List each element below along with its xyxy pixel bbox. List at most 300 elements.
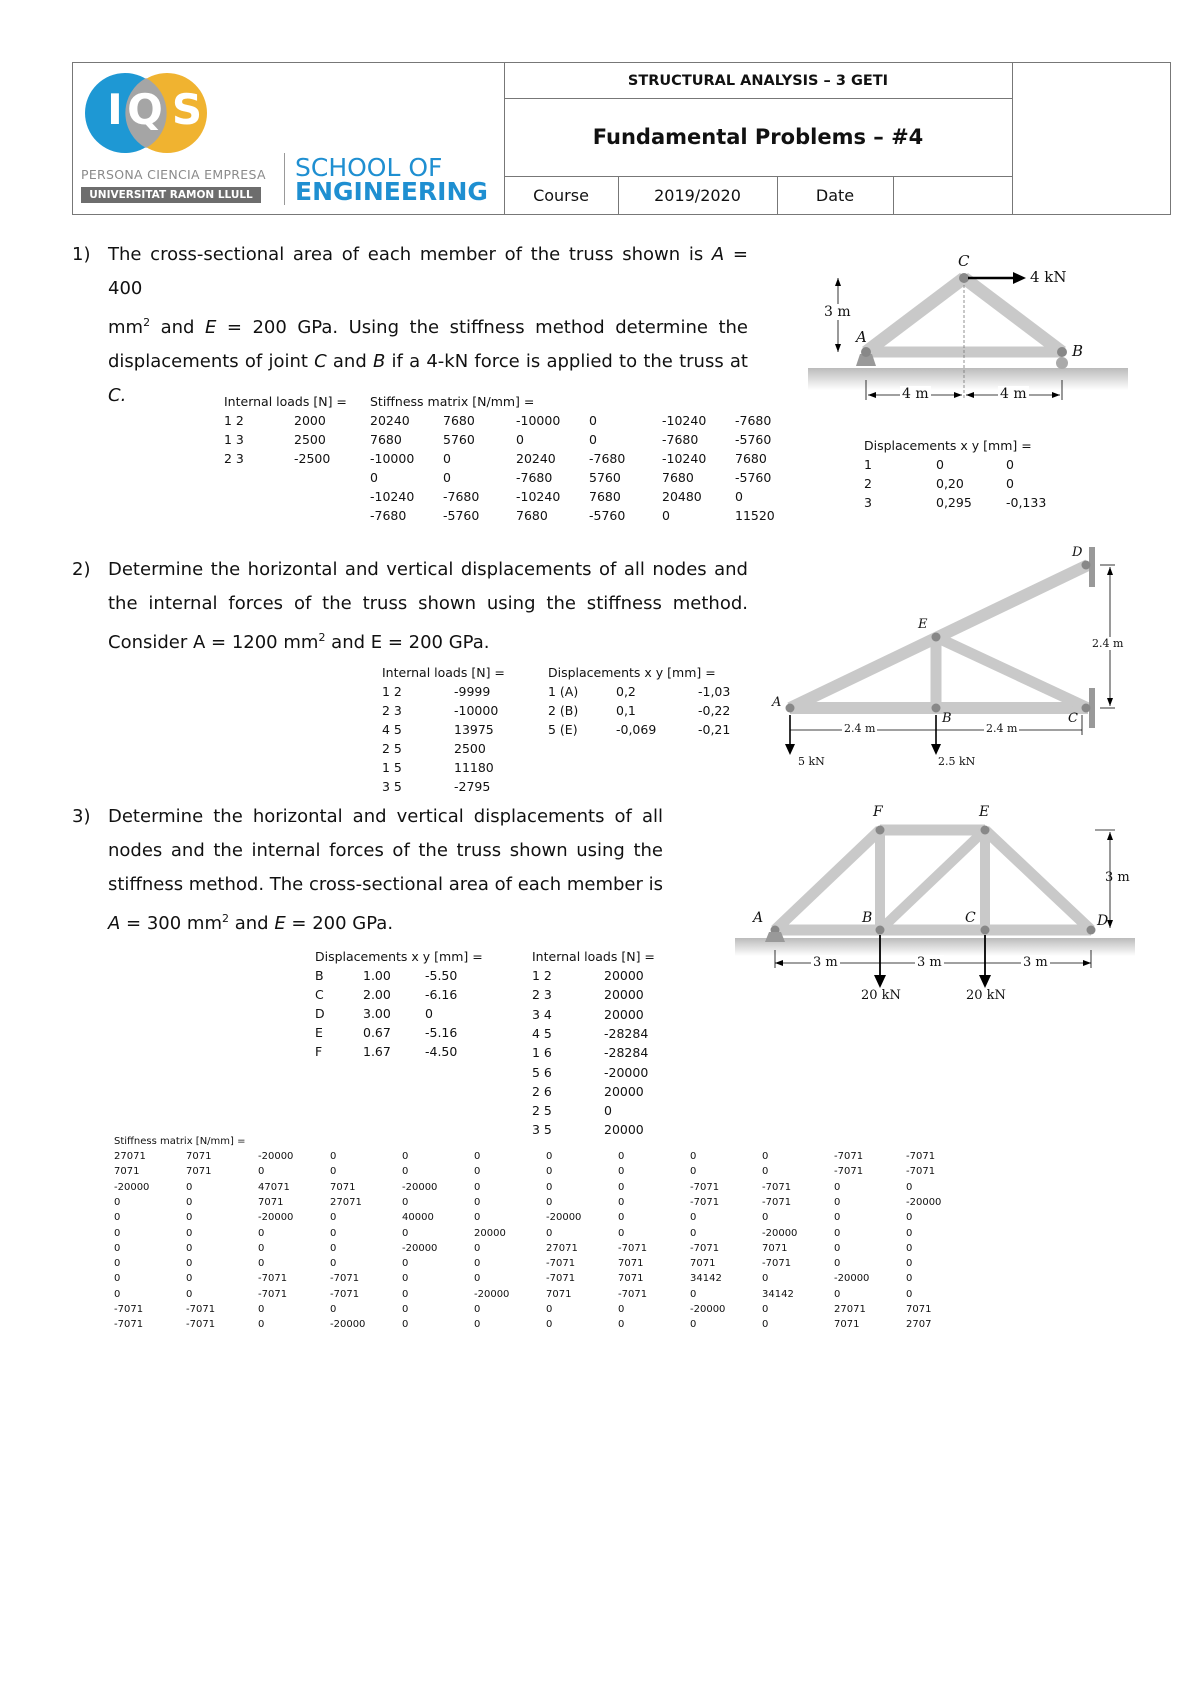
matrix-cell: 0 [402,1196,409,1208]
table-cell: 1 [864,457,872,472]
table-cell: 2500 [294,432,326,447]
q3-height-label: 3 m [1105,870,1130,885]
matrix-cell: 0 [186,1181,193,1193]
matrix-cell: 0 [330,1151,337,1162]
q3-stiffness-title: Stiffness matrix [N/mm] = [114,1136,246,1147]
matrix-cell: 0 [402,1227,409,1239]
table-cell: 0,2 [616,684,636,699]
doc-title: Fundamental Problems – #4 [592,125,924,149]
course-value: 2019/2020 [654,185,741,205]
matrix-cell: 0 [186,1258,193,1270]
table-cell: 1 3 [224,432,244,447]
matrix-cell: 7071 [906,1304,932,1315]
matrix-cell: 0 [443,451,451,466]
matrix-cell: 7071 [186,1151,212,1162]
matrix-cell: 7071 [834,1319,860,1331]
table-cell: 0 [425,1006,433,1021]
matrix-cell: -7071 [762,1196,792,1208]
matrix-cell: 0 [546,1166,553,1178]
q2-force1-label: 5 kN [798,755,825,768]
q2-text: Determine the horizontal and vertical displacements of all nodes and the internal forces of the truss shown using the stiffness method. Consider A = 1200 $mm^2$ and E = 200 GPa. [108,559,748,653]
q2-internal-title: Internal loads [N] = [382,665,505,680]
table-cell: 0 [1006,457,1014,472]
table-cell: F [315,1044,323,1059]
matrix-cell: 0 [516,432,524,447]
matrix-cell: -7071 [186,1304,216,1315]
matrix-cell: 7071 [546,1288,572,1300]
q1-label-B: B [1072,342,1084,360]
matrix-cell: -7071 [258,1273,288,1285]
date-label: Date [815,185,855,205]
matrix-cell: 0 [258,1304,265,1315]
matrix-cell: 0 [474,1304,481,1315]
q1-stiffness-title: Stiffness matrix [N/mm] = [370,394,535,409]
matrix-cell: 0 [474,1196,481,1208]
matrix-cell: -5760 [589,508,626,523]
matrix-cell: -20000 [258,1151,294,1162]
q2-width2-label: 2.4 m [986,722,1018,735]
table-cell: 1 6 [532,1045,552,1061]
matrix-cell: 0 [762,1319,769,1331]
matrix-cell: 0 [114,1212,121,1224]
divider [1012,63,1013,214]
matrix-cell: -7071 [762,1258,792,1270]
table-cell: 2 6 [532,1083,552,1099]
matrix-cell: -20000 [474,1288,510,1300]
matrix-cell: 0 [258,1242,265,1254]
matrix-cell: 0 [186,1227,193,1239]
matrix-cell: -10240 [516,489,561,504]
matrix-cell: -7071 [906,1166,936,1178]
matrix-cell: 0 [186,1196,193,1208]
table-cell: 1.00 [363,968,391,983]
matrix-cell: 0 [618,1319,625,1331]
matrix-cell: 0 [906,1227,913,1239]
matrix-cell: -7680 [370,508,407,523]
matrix-cell: 0 [834,1181,841,1193]
matrix-cell: 0 [618,1181,625,1193]
matrix-cell: 20240 [370,413,410,428]
matrix-cell: 0 [402,1319,409,1331]
matrix-cell: 0 [546,1304,553,1315]
matrix-cell: -20000 [690,1304,726,1315]
matrix-cell: -5760 [735,470,772,485]
matrix-cell: 11520 [735,508,775,523]
matrix-cell: 7071 [690,1258,716,1270]
matrix-cell: 0 [370,470,378,485]
matrix-cell: 7680 [735,451,767,466]
table-cell: 3 4 [532,1006,552,1022]
matrix-cell: 7071 [186,1166,212,1178]
q1-force-label: 4 kN [1030,268,1067,286]
matrix-cell: 0 [762,1304,769,1315]
table-cell: 5 (E) [548,722,578,737]
matrix-cell: -20000 [402,1181,438,1193]
q3-label-A: A [753,910,764,926]
matrix-cell: 0 [834,1258,841,1270]
matrix-cell: 0 [618,1212,625,1224]
matrix-cell: -7071 [906,1151,936,1162]
matrix-cell: 0 [402,1166,409,1178]
matrix-cell: -7071 [114,1319,144,1331]
table-cell: 3.00 [363,1006,391,1021]
table-cell: -0,22 [698,703,731,718]
q3-internal-title: Internal loads [N] = [532,949,655,964]
q2-number: 2) [72,559,91,580]
matrix-cell: 0 [258,1258,265,1270]
school-line2: ENGINEERING [295,177,488,206]
table-cell: 1 (A) [548,684,579,699]
table-cell: -20000 [604,1064,649,1080]
q1-width2-label: 4 m [1000,386,1027,402]
matrix-cell: 0 [618,1166,625,1178]
matrix-cell: -7071 [258,1288,288,1300]
matrix-cell: -10000 [370,451,415,466]
matrix-cell: 0 [114,1227,121,1239]
table-cell: B [315,968,324,983]
table-cell: -2795 [454,779,491,794]
matrix-cell: 0 [690,1288,697,1300]
matrix-cell: -20000 [906,1196,942,1208]
table-cell: -0,069 [616,722,657,737]
matrix-cell: 7680 [662,470,694,485]
table-cell: 1.67 [363,1044,391,1059]
matrix-cell: 0 [474,1166,481,1178]
matrix-cell: -7071 [690,1242,720,1254]
q3-label-F: F [873,804,883,820]
table-cell: 20000 [604,987,644,1003]
matrix-cell: 2707 [906,1319,932,1331]
matrix-cell: 0 [330,1227,337,1239]
table-cell: 2 5 [382,741,402,756]
matrix-cell: 0 [690,1166,697,1178]
table-cell: 1 2 [532,968,552,983]
matrix-cell: -10000 [516,413,561,428]
matrix-cell: 0 [443,470,451,485]
table-cell: -5.50 [425,968,458,983]
table-cell: 2 [864,476,872,491]
matrix-cell: 20240 [516,451,556,466]
university-bar: UNIVERSITAT RAMON LLULL [81,187,261,203]
matrix-cell: 0 [762,1166,769,1178]
matrix-cell: 0 [906,1212,913,1224]
matrix-cell: -7071 [690,1181,720,1193]
matrix-cell: 0 [186,1288,193,1300]
matrix-cell: 0 [589,432,597,447]
matrix-cell: 0 [834,1212,841,1224]
matrix-cell: -7680 [443,489,480,504]
matrix-cell: 0 [589,413,597,428]
matrix-cell: 7071 [258,1196,284,1208]
table-cell: 20000 [604,968,644,983]
matrix-cell: 0 [186,1242,193,1254]
matrix-cell: 0 [735,489,743,504]
table-cell: 2000 [294,413,326,428]
table-cell: -4.50 [425,1044,458,1059]
matrix-cell: 0 [906,1242,913,1254]
matrix-cell: 0 [906,1258,913,1270]
table-cell: D [315,1006,325,1021]
q3-width2-label: 3 m [917,955,942,970]
q3-number: 3) [72,806,91,827]
table-cell: 0,295 [936,495,972,510]
q2-label-A: A [772,695,782,710]
matrix-cell: 27071 [834,1304,866,1315]
logo-divider [284,153,285,205]
q3-width1-label: 3 m [813,955,838,970]
matrix-cell: -7071 [330,1288,360,1300]
matrix-cell: -20000 [114,1181,150,1193]
matrix-cell: -7680 [516,470,553,485]
q3-label-D: D [1097,913,1109,929]
matrix-cell: 7680 [589,489,621,504]
table-cell: -1,03 [698,684,731,699]
matrix-cell: 0 [402,1304,409,1315]
table-cell: 20000 [604,1122,644,1138]
matrix-cell: 20000 [474,1227,506,1239]
matrix-cell: -20000 [330,1319,366,1331]
table-cell: 5 6 [532,1064,552,1080]
logo-letter-s: S [171,85,203,134]
matrix-cell: -20000 [258,1212,294,1224]
table-cell: 3 5 [532,1122,552,1138]
table-cell: 2 3 [532,987,552,1003]
table-cell: 0,20 [936,476,964,491]
matrix-cell: -5760 [735,432,772,447]
matrix-cell: 0 [330,1304,337,1315]
matrix-cell: -20000 [402,1242,438,1254]
table-cell: -28284 [604,1025,649,1041]
q1-label-C: C [958,252,970,270]
matrix-cell: 0 [690,1227,697,1239]
table-cell: 11180 [454,760,494,775]
matrix-cell: 47071 [258,1181,290,1193]
matrix-cell: 0 [690,1319,697,1331]
table-cell: 2.00 [363,987,391,1002]
q3-text: Determine the horizontal and vertical displacements of all nodes and the internal forces of the truss shown using the stiffness method. The cross-sectional area of each member is A = 300 $mm^2$ and E = 200 GPa. [108,806,663,934]
matrix-cell: 0 [114,1196,121,1208]
q1-width1-label: 4 m [902,386,929,402]
matrix-cell: 0 [474,1242,481,1254]
matrix-cell: 34142 [762,1288,794,1300]
table-cell: 2 3 [382,703,402,718]
matrix-cell: 20480 [662,489,702,504]
matrix-cell: 0 [906,1181,913,1193]
matrix-cell: 0 [402,1258,409,1270]
matrix-cell: 0 [546,1181,553,1193]
table-cell: -28284 [604,1045,649,1061]
matrix-cell: 0 [474,1151,481,1162]
q2-label-C: C [1068,711,1078,726]
matrix-cell: -7680 [589,451,626,466]
matrix-cell: 7071 [330,1181,356,1193]
matrix-cell: 7680 [443,413,475,428]
table-cell: 4 5 [532,1025,552,1041]
q1-text: The cross-sectional area of each member of the truss shown is A = 400 $mm^2$ and E = 200 GPa. Using the stiffness method determine the displacements of joint C and B if a 4-kN force is applied to the truss at C. [108,244,748,406]
matrix-cell: -7071 [186,1319,216,1331]
matrix-cell: 7680 [516,508,548,523]
q1-height-label: 3 m [824,304,851,320]
matrix-cell: 0 [618,1151,625,1162]
matrix-cell: -20000 [834,1273,870,1285]
matrix-cell: 0 [762,1212,769,1224]
table-cell: 0,1 [616,703,636,718]
table-cell: 1 2 [224,413,244,428]
logo-letter-q: Q [127,85,163,134]
matrix-cell: 0 [546,1227,553,1239]
table-cell: 1 2 [382,684,402,699]
matrix-cell: 0 [474,1319,481,1331]
table-cell: 2500 [454,741,486,756]
matrix-cell: 0 [474,1258,481,1270]
q3-label-B: B [862,910,873,926]
matrix-cell: 0 [402,1151,409,1162]
table-cell: C [315,987,324,1002]
q2-width1-label: 2.4 m [844,722,876,735]
matrix-cell: 0 [330,1166,337,1178]
matrix-cell: -7071 [546,1273,576,1285]
date-value [893,176,1012,214]
matrix-cell: 5760 [589,470,621,485]
matrix-cell: 0 [546,1196,553,1208]
matrix-cell: 0 [402,1273,409,1285]
matrix-cell: 0 [546,1151,553,1162]
table-cell: 20000 [604,1083,644,1099]
matrix-cell: 0 [474,1273,481,1285]
table-cell: E [315,1025,323,1040]
table-cell: 4 5 [382,722,402,737]
matrix-cell: -20000 [762,1227,798,1239]
matrix-cell: 0 [114,1242,121,1254]
matrix-cell: -7071 [762,1181,792,1193]
q3-truss-figure [735,800,1135,1005]
table-cell: 3 5 [382,779,402,794]
matrix-cell: 7071 [618,1258,644,1270]
q2-truss-figure [770,545,1130,775]
matrix-cell: -7071 [330,1273,360,1285]
matrix-cell: -5760 [443,508,480,523]
matrix-cell: 0 [834,1196,841,1208]
table-cell: -5.16 [425,1025,458,1040]
matrix-cell: 0 [186,1212,193,1224]
table-cell: 2 3 [224,451,244,466]
matrix-cell: 5760 [443,432,475,447]
matrix-cell: 0 [906,1273,913,1285]
matrix-cell: -7071 [114,1304,144,1315]
matrix-cell: -10240 [662,451,707,466]
matrix-cell: 0 [474,1212,481,1224]
matrix-cell: 0 [906,1288,913,1300]
q1-truss-figure [808,250,1128,420]
matrix-cell: -7680 [662,432,699,447]
matrix-cell: -7071 [618,1288,648,1300]
matrix-cell: -7071 [618,1242,648,1254]
table-cell: 13975 [454,722,494,737]
matrix-cell: 0 [114,1258,121,1270]
table-cell: -10000 [454,703,499,718]
table-cell: -2500 [294,451,331,466]
matrix-cell: 27071 [546,1242,578,1254]
table-cell: 0 [1006,476,1014,491]
matrix-cell: 0 [690,1212,697,1224]
matrix-cell: 0 [330,1212,337,1224]
q2-label-D: D [1072,545,1083,560]
q3-label-E: E [979,804,990,820]
q2-label-B: B [942,711,952,726]
table-cell: -6.16 [425,987,458,1002]
matrix-cell: 0 [662,508,670,523]
matrix-cell: 0 [258,1319,265,1331]
table-cell: 0 [936,457,944,472]
matrix-cell: 7071 [762,1242,788,1254]
matrix-cell: 0 [330,1242,337,1254]
header-table [72,62,1171,215]
q2-height-label: 2.4 m [1092,637,1124,650]
matrix-cell: 0 [258,1166,265,1178]
matrix-cell: -7071 [834,1166,864,1178]
q3-width3-label: 3 m [1023,955,1048,970]
matrix-cell: 0 [330,1258,337,1270]
matrix-cell: 0 [258,1227,265,1239]
matrix-cell: -7680 [735,413,772,428]
table-cell: -0,21 [698,722,731,737]
table-cell: 0 [604,1103,612,1119]
matrix-cell: 0 [618,1196,625,1208]
matrix-cell: 0 [402,1288,409,1300]
matrix-cell: 0 [618,1227,625,1239]
matrix-cell: 0 [618,1304,625,1315]
matrix-cell: 0 [834,1227,841,1239]
table-cell: 2 (B) [548,703,579,718]
matrix-cell: -7071 [546,1258,576,1270]
table-cell: -9999 [454,684,491,699]
q3-force1-label: 20 kN [861,988,901,1003]
matrix-cell: 7071 [114,1166,140,1178]
matrix-cell: 7680 [370,432,402,447]
matrix-cell: 0 [834,1242,841,1254]
matrix-cell: 0 [474,1181,481,1193]
q2-disp-title: Displacements x y [mm] = [548,665,716,680]
q1-label-A: A [856,328,867,346]
matrix-cell: -10240 [662,413,707,428]
matrix-cell: 34142 [690,1273,722,1285]
matrix-cell: 0 [546,1319,553,1331]
q1-disp-title: Displacements x y [mm] = [864,438,1032,453]
matrix-cell: -7071 [834,1151,864,1162]
table-cell: 0.67 [363,1025,391,1040]
course-label: Course [533,185,589,205]
q3-label-C: C [965,910,976,926]
q1-internal-title: Internal loads [N] = [224,394,347,409]
q3-disp-title: Displacements x y [mm] = [315,949,483,964]
q2-label-E: E [918,617,928,632]
matrix-cell: 0 [114,1273,121,1285]
q3-force2-label: 20 kN [966,988,1006,1003]
matrix-cell: 0 [186,1273,193,1285]
matrix-cell: 0 [834,1288,841,1300]
matrix-cell: 7071 [618,1273,644,1285]
matrix-cell: 0 [114,1288,121,1300]
matrix-cell: -7071 [690,1196,720,1208]
matrix-cell: 27071 [330,1196,362,1208]
table-cell: -0,133 [1006,495,1047,510]
matrix-cell: 0 [762,1151,769,1162]
logo-letter-i: I [107,85,123,134]
q2-force2-label: 2.5 kN [938,755,976,768]
table-cell: 1 5 [382,760,402,775]
matrix-cell: -10240 [370,489,415,504]
table-cell: 2 5 [532,1103,552,1119]
